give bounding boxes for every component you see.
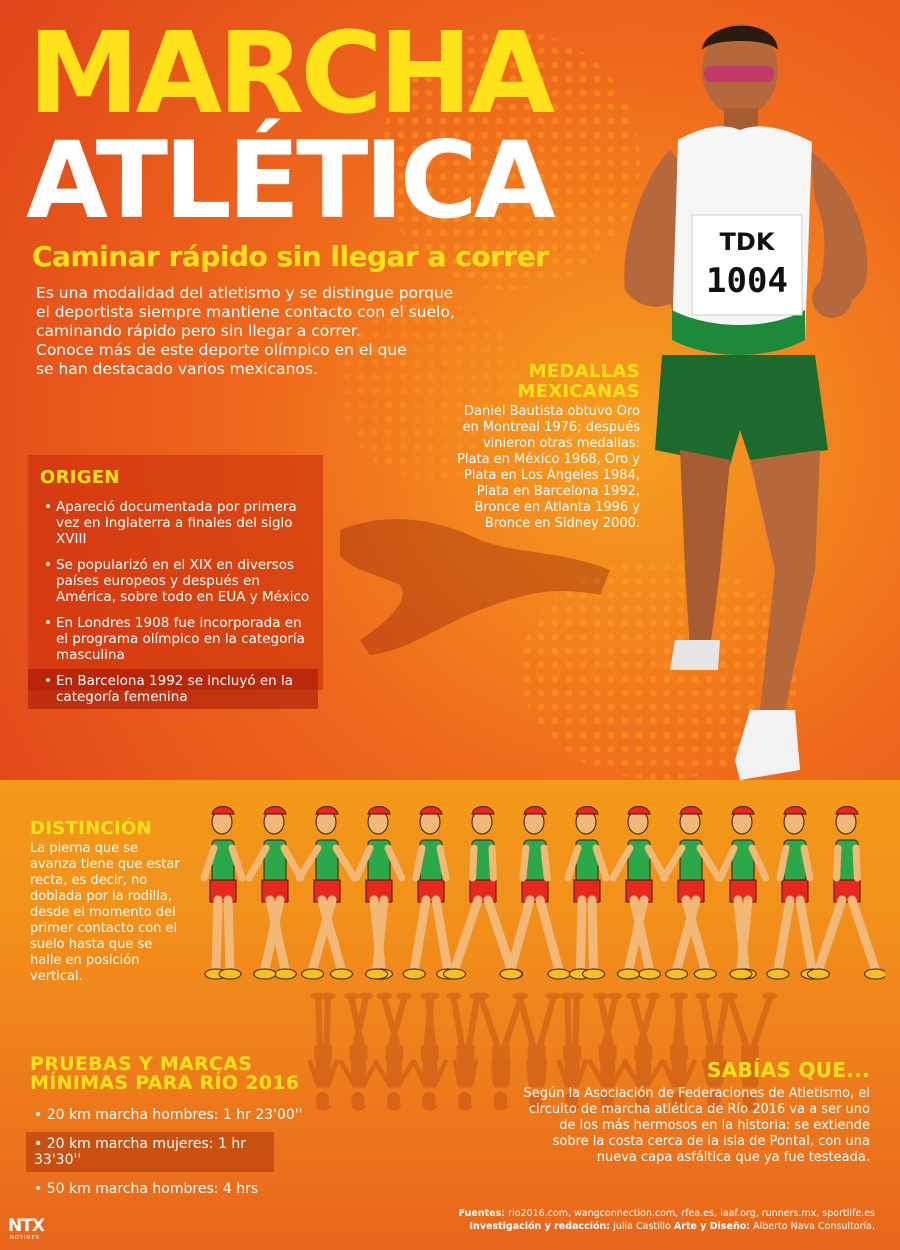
origen-list <box>38 495 318 709</box>
footer-credits <box>420 1207 875 1233</box>
distincion-text: La pierna que se avanza tiene que estar recta, es decir, no doblada por la rodilla, desde el momento del primer contacto con el suelo hasta que se halle en posición vertical. <box>30 841 180 984</box>
ntx-logo <box>4 1214 52 1244</box>
pruebas-list <box>30 1103 370 1201</box>
medallas-heading-line: MEDALLAS <box>528 361 640 382</box>
intro-line: caminando rápido pero sin llegar a correr. <box>36 322 361 340</box>
walker-figure <box>663 807 718 980</box>
title-line-1: MARCHA <box>28 9 551 139</box>
walker-figure <box>613 807 665 980</box>
sources-text: rio2016.com, wangconnection.com, rfea.es, iaaf.org, runners.mx, sportlife.es <box>508 1208 875 1219</box>
pruebas-heading <box>30 1055 370 1093</box>
medallas-text: Daniel Bautista obtuvo Oro en Montreal 1976; después vinieron otras medallas: Plata en México 1968, Oro y Plata en Los Ángeles 1984, Plata en Barcelona 1992, Bronce en Atlanta 1996 y Bronce en Sidney 2000. <box>457 404 640 531</box>
pruebas-section <box>30 1055 370 1201</box>
walker-figure <box>446 993 484 1111</box>
walker-figure <box>767 807 823 980</box>
intro-line: Conoce más de este deporte olímpico en el que <box>36 341 407 359</box>
medallas-heading-line: MEXICANAS <box>517 381 640 402</box>
intro-line: el deportista siempre mantiene contacto con el suelo, <box>36 303 455 321</box>
walker-figure <box>356 807 402 980</box>
list-item: • 50 km marcha hombres: 4 hrs <box>34 1181 259 1197</box>
walker-figure <box>720 807 765 980</box>
design-text: Alberto Nava Consultoría. <box>753 1221 875 1232</box>
intro-line: se han destacado varios mexicanos. <box>36 360 318 378</box>
origen-heading: ORIGEN <box>40 467 120 488</box>
medallas-section <box>455 362 640 532</box>
list-item: • En Barcelona 1992 se incluyó en la categoría femenina <box>28 669 318 709</box>
sabias-heading: SABÍAS QUE... <box>706 1058 870 1082</box>
origen-section <box>28 455 323 705</box>
logo-text: NTX <box>8 1216 44 1236</box>
walker-figure <box>403 807 458 980</box>
pruebas-heading-line: PRUEBAS Y MARCAS <box>30 1053 253 1075</box>
pruebas-heading-line: MÍNIMAS PARA RÍO 2016 <box>30 1072 300 1094</box>
walker-figure <box>568 807 606 980</box>
title-line-2: ATLÉTICA <box>26 119 552 242</box>
credits-line <box>420 1220 875 1233</box>
research-label: Investigación y redacción: <box>469 1221 611 1232</box>
list-item: • Apareció documentada por primera vez en Inglaterra a finales del siglo XVIII <box>38 495 318 551</box>
walker-figure <box>375 993 413 1111</box>
sabias-section <box>520 1058 870 1166</box>
bib-brand: TDK <box>719 228 775 256</box>
walker-figure <box>807 807 885 980</box>
list-item: • En Londres 1908 fue incorporada en el programa olímpico en la categoría masculina <box>38 611 318 667</box>
bib-number: 1004 <box>706 261 788 301</box>
sources-label: Fuentes: <box>458 1208 506 1219</box>
walker-figure <box>443 807 522 980</box>
distincion-section <box>30 818 185 985</box>
design-label: Arte y Diseño: <box>673 1221 751 1232</box>
walker-figure <box>299 807 354 980</box>
intro-line: Es una modalidad del atletismo y se distingue porque <box>36 284 454 302</box>
sources-line <box>420 1207 875 1220</box>
intro-text <box>36 284 456 379</box>
walker-figure <box>414 993 445 1111</box>
medallas-heading <box>455 362 640 402</box>
walking-sequence <box>195 800 885 990</box>
list-item: • Se popularizó en el XIX en diversos países europeos y después en América, sobre todo en EUA y México <box>38 553 318 609</box>
research-text: Julia Castillo <box>613 1221 671 1232</box>
logo-subtext: NOTIMEX <box>10 1235 41 1241</box>
subtitle: Caminar rápido sin llegar a correr <box>32 240 549 273</box>
walker-figure <box>249 807 301 980</box>
athlete-photo <box>600 10 900 790</box>
sabias-text: Según la Asociación de Federaciones de Atletismo, el circuito de marcha atlética de Río 2016 va a ser uno de los más hermosos en la historia: se extiende sobre la costa cerca de la isla de Pontal, con una nueva capa asfáltica que ya fue testeada. <box>523 1086 870 1165</box>
list-item: • 20 km marcha hombres: 1 hr 23'00'' <box>34 1107 303 1123</box>
walker-figure <box>204 807 242 980</box>
distincion-heading: DISTINCIÓN <box>30 818 152 839</box>
list-item: • 20 km marcha mujeres: 1 hr 33'30'' <box>26 1132 274 1172</box>
